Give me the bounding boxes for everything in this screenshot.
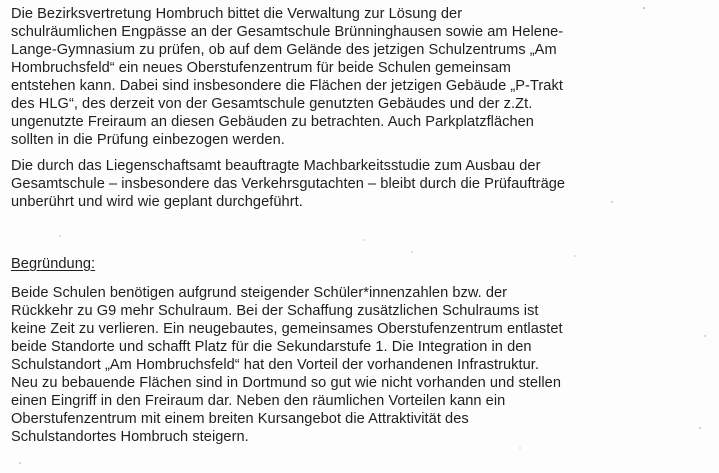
text-line: Gesamtschule – insbesondere das Verkehrsgutachten – bleibt durch die Prüfaufträge: [11, 176, 566, 192]
text-line: Neu zu bebauende Flächen sind in Dortmund so gut wie nicht vorhanden und stellen: [11, 375, 561, 391]
text-line: Schulstandortes Hombruch steigern.: [11, 429, 249, 445]
text-line: einen Eingriff in den Freiraum dar. Neben den räumlichen Vorteilen kann ein: [11, 393, 506, 409]
text-line: beide Standorte und schafft Platz für die Sekundarstufe 1. Die Integration in den: [11, 339, 532, 355]
text-line: Hombruchsfeld“ ein neues Oberstufenzentrum für beide Schulen gemeinsam: [11, 60, 511, 76]
text-line: Oberstufenzentrum mit einem breiten Kursangebot die Attraktivität des: [11, 411, 469, 427]
text-line: schulräumlichen Engpässe an der Gesamtschule Brünninghausen sowie am Helene-: [11, 24, 564, 40]
text-line: Rückkehr zu G9 mehr Schulraum. Bei der Schaffung zusätzlichen Schulraums ist: [11, 303, 539, 319]
section-heading: Begründung:: [11, 256, 96, 272]
text-line: Die durch das Liegenschaftsamt beauftragte Machbarkeitsstudie zum Ausbau der: [11, 158, 541, 174]
text-line: ungenutzte Freiraum an diesen Gebäuden zu betrachten. Auch Parkplatzflächen: [11, 114, 534, 130]
paragraph-justification: [11, 284, 711, 446]
text-line: keine Zeit zu verlieren. Ein neugebautes, gemeinsames Oberstufenzentrum entlastet: [11, 321, 563, 337]
text-line: sollten in die Prüfung einbezogen werden.: [11, 132, 285, 148]
paragraph-request: [11, 5, 711, 149]
text-line: unberührt und wird wie geplant durchgeführt.: [11, 194, 303, 210]
text-line: des HLG“, des derzeit von der Gesamtschule genutzten Gebäudes und der z.Zt.: [11, 96, 533, 112]
heading-container: [11, 255, 711, 273]
text-line: Die Bezirksvertretung Hombruch bittet die Verwaltung zur Lösung der: [11, 6, 463, 22]
text-line: Beide Schulen benötigen aufgrund steigender Schüler*innenzahlen bzw. der: [11, 285, 508, 301]
text-line: entstehen kann. Dabei sind insbesondere die Flächen der jetzigen Gebäude „P-Trakt: [11, 78, 563, 94]
document-body: [11, 5, 711, 446]
text-line: Schulstandort „Am Hombruchsfeld“ hat den Vorteil der vorhandenen Infrastruktur.: [11, 357, 539, 373]
paragraph-feasibility-study: [11, 157, 711, 211]
text-line: Lange-Gymnasium zu prüfen, ob auf dem Gelände des jetzigen Schulzentrums „Am: [11, 42, 557, 58]
